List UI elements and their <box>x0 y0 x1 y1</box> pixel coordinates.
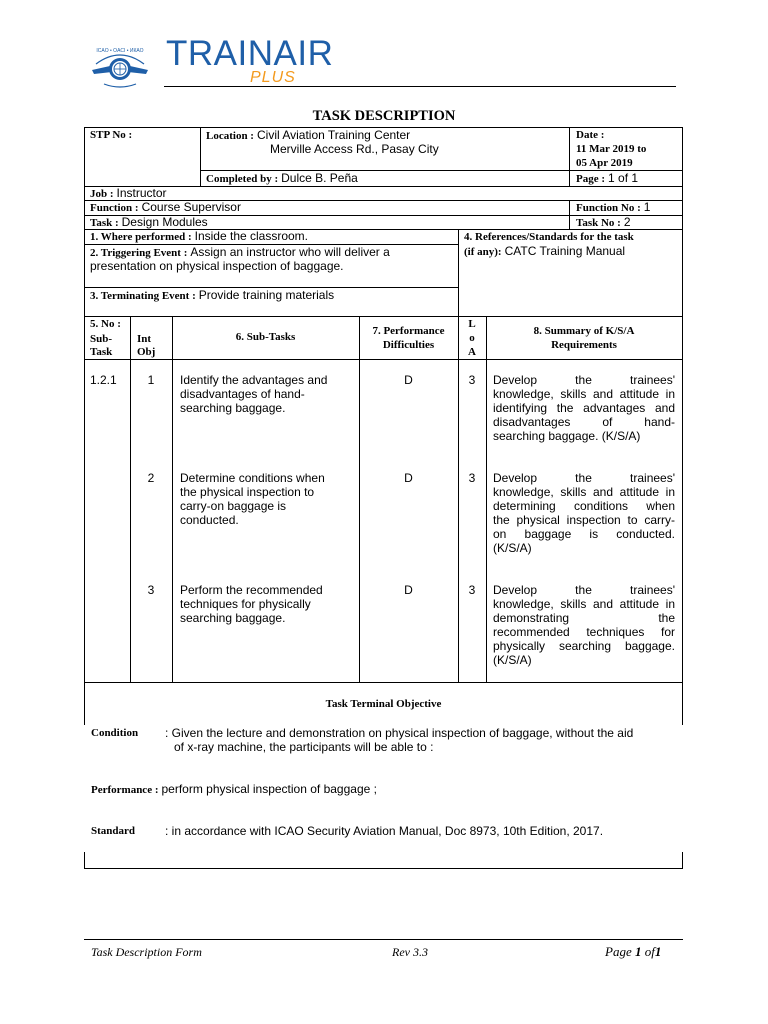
footer-page <box>605 944 661 960</box>
brand-logo-sub: PLUS <box>250 69 296 86</box>
trigger-value-2: presentation on physical inspection of baggage. <box>90 259 344 273</box>
date-line2: 05 Apr 2019 <box>576 157 633 169</box>
terminate-label: 3. Terminating Event : <box>90 290 196 302</box>
completed-label: Completed by : <box>206 173 279 185</box>
references-label: 4. References/Standards for the task <box>464 231 634 243</box>
col-intobj-1: Int <box>137 333 152 345</box>
function-no-value: 1 <box>643 200 651 214</box>
page-value: 1 of 1 <box>608 171 639 185</box>
standard-label: Standard <box>91 825 136 837</box>
job-value: Instructor <box>116 186 167 200</box>
col-loa-2: o <box>469 332 475 344</box>
footer-page-current: 1 <box>634 944 642 959</box>
ksa-text: Develop the trainees' knowledge, skills and attitude in demonstrating the recommended techniques for physically searching baggage. (K/S/A) <box>493 583 675 667</box>
date-label: Date : <box>576 129 605 141</box>
int-obj: 1 <box>147 373 155 387</box>
condition-label: Condition <box>91 727 139 739</box>
brand-logo-main: TRAINAIR <box>166 34 334 73</box>
col-summary-1: 8. Summary of K/S/A <box>533 325 635 337</box>
references-row <box>464 244 625 259</box>
col-subtasks: 6. Sub-Tasks <box>235 331 296 343</box>
col-no-label: 5. No : <box>90 318 121 330</box>
completed-value: Dulce B. Peña <box>281 171 358 185</box>
job-row <box>90 186 167 201</box>
completed-by <box>206 171 358 186</box>
col-subtask-1: Sub- <box>90 333 113 345</box>
header-rule <box>164 86 676 87</box>
objective-title: Task Terminal Objective <box>325 698 442 710</box>
int-obj: 3 <box>147 583 155 597</box>
performance-row <box>91 782 377 797</box>
function-value: Course Supervisor <box>141 200 241 214</box>
footer-page-total: 1 <box>654 944 662 959</box>
triggering-event <box>90 245 390 260</box>
col-subtask-2: Task <box>90 346 113 358</box>
where-performed <box>90 229 308 244</box>
emblem-text: ICAO • OACI • ИКАО <box>96 48 144 54</box>
col-intobj-2: Obj <box>137 346 156 358</box>
where-value: Inside the classroom. <box>194 229 309 243</box>
difficulty: D <box>404 583 413 597</box>
function-row <box>90 200 241 215</box>
task-no-label: Task No : <box>576 217 621 229</box>
page-title: TASK DESCRIPTION <box>312 108 456 124</box>
stp-label: STP No : <box>90 129 133 141</box>
where-label: 1. Where performed : <box>90 231 192 243</box>
function-no-label: Function No : <box>576 202 641 214</box>
standard-value: : in accordance with ICAO Security Aviation Manual, Doc 8973, 10th Edition, 2017. <box>165 824 604 838</box>
location-label: Location : <box>206 130 254 142</box>
trigger-label: 2. Triggering Event : <box>90 247 188 259</box>
ksa-text: Develop the trainees' knowledge, skills and attitude in determining conditions when the physical inspection to carry- on baggage is conducted. (K/S/A) <box>493 471 675 555</box>
terminate-value: Provide training materials <box>198 288 335 302</box>
references-value: CATC Training Manual <box>504 244 626 258</box>
subtask-text: Identify the advantages and disadvantages of hand- searching baggage. <box>180 373 328 415</box>
trigger-value-1: Assign an instructor who will deliver a <box>190 245 390 259</box>
location-block <box>206 128 410 143</box>
location-line2: Merville Access Rd., Pasay City <box>270 142 439 156</box>
task-row <box>90 215 208 230</box>
footer-rule <box>84 939 683 940</box>
task-label: Task : <box>90 217 119 229</box>
footer-page-of: of <box>644 944 655 959</box>
icao-emblem <box>90 40 150 92</box>
loa-value: 3 <box>468 583 476 597</box>
subtask-no: 1.2.1 <box>90 373 117 387</box>
ksa-text: Develop the trainees' knowledge, skills and attitude in identifying the advantages and disadvantages of hand- searching baggage. (K/S/A) <box>493 373 675 443</box>
condition-line2: of x-ray machine, the participants will be able to : <box>174 740 434 754</box>
terminating-event <box>90 288 334 303</box>
difficulty: D <box>404 471 413 485</box>
loa-value: 3 <box>468 471 476 485</box>
col-loa-3: A <box>468 346 476 358</box>
performance-label: Performance : <box>91 784 159 796</box>
col-loa-1: L <box>468 318 476 330</box>
function-no <box>576 200 650 215</box>
task-no <box>576 215 631 230</box>
performance-value: perform physical inspection of baggage ; <box>161 782 377 796</box>
location-line1: Civil Aviation Training Center <box>256 128 411 142</box>
page-label: Page : <box>576 173 606 185</box>
page-info <box>576 171 638 186</box>
int-obj: 2 <box>147 471 155 485</box>
function-label: Function : <box>90 202 139 214</box>
task-no-value: 2 <box>623 215 631 229</box>
loa-value: 3 <box>468 373 476 387</box>
footer-form-name: Task Description Form <box>91 945 202 959</box>
task-value: Design Modules <box>121 215 208 229</box>
condition-line1: : Given the lecture and demonstration on physical inspection of baggage, without the aid <box>165 726 634 740</box>
subtask-text: Perform the recommended techniques for physically searching baggage. <box>180 583 323 625</box>
col-perf-2: Difficulties <box>382 339 435 351</box>
job-label: Job : <box>90 188 114 200</box>
footer-page-word: Page <box>605 944 632 959</box>
difficulty: D <box>404 373 413 387</box>
col-summary-2: Requirements <box>551 339 617 351</box>
references-label-2: (if any): <box>464 246 502 258</box>
footer-revision: Rev 3.3 <box>392 945 428 959</box>
col-perf-1: 7. Performance <box>372 325 445 337</box>
subtask-text: Determine conditions when the physical inspection to carry-on baggage is conducted. <box>180 471 325 527</box>
date-line1: 11 Mar 2019 to <box>576 143 647 155</box>
